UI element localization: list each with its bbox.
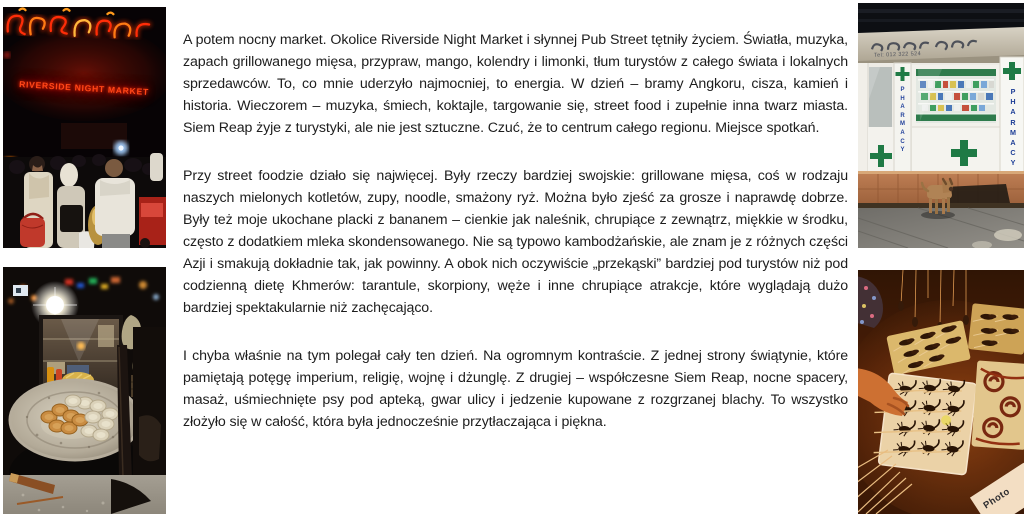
pharmacy-sign-left: PHARMACY bbox=[900, 87, 905, 154]
pharmacy-illustration bbox=[858, 3, 1024, 248]
photo-card-text: Photo bbox=[981, 486, 1013, 512]
photo-street-griddle bbox=[3, 267, 166, 514]
photo-pharmacy bbox=[858, 3, 1024, 248]
article-text bbox=[183, 29, 848, 459]
skewers-illustration bbox=[858, 270, 1024, 514]
paragraph-3: I chyba właśnie na tym polegał cały ten dzień. Na ogromnym kontraście. Z jednej strony świątynie, które pamiętają potęgę imperium, religię, wojnę i dżunglę. Z drugiej – współczesne Siem Reap, nocne spacery, masaż, uśmiechnięte psy pod apteką, gwar ulicy i jedzenie kupowane z rozgrzanej blachy. To wszystko złożyło się w całość, która była jednocześnie przytłaczająca i piękna. bbox=[183, 348, 848, 430]
photo-night-market bbox=[3, 7, 166, 248]
griddle-illustration bbox=[3, 267, 166, 514]
paragraph-1: A potem nocny market. Okolice Riverside Night Market i słynnej Pub Street tętniły życiem. Światła, muzyka, zapach grillowanego mięsa, przypraw, mango, kolendry i limonki, tłum turystów z całego świata i lokalnych sprzedawców. To, co mnie uderzyło najmocniej, to energia. W dzień – bramy Angkoru, cisza, kamień i historia. Wieczorem – muzyka, śmiech, koktajle, targowanie się, street food i zupełnie inna twarz miasta. Siem Reap żyje z turystyki, ale nie jest sztuczne. Czuć, że to centrum całego regionu. Miejsce spotkań. bbox=[183, 32, 848, 136]
photo-insect-skewers bbox=[858, 270, 1024, 514]
red-bag bbox=[20, 214, 45, 247]
neon-sign-text: RIVERSIDE NIGHT MARKET bbox=[18, 79, 150, 97]
pharmacy-awning-tel: Tel: 012 322 524 bbox=[873, 51, 922, 59]
paragraph-2: Przy street foodzie działo się najwięcej. Były rzeczy bardziej swojskie: grillowane mięsa, coś w rodzaju naszych mielonych kotletów, zupy, noodle, smażony ryż. Można było zjeść za grosze i naprawdę dobrze. Były też moje ukochane placki z bananem – cienkie jak naleśnik, chrupiące z zewnątrz, miękkie w środku, często z dodatkiem mleka skondensowanego. Nie są typowo kambodżańskie, ale znam je z różnych części Azji i smakują dokładnie tak, jak powinny. A obok nich oczywiście „przekąski” bardziej pod turystów niż pod codzienną dietę Khmerów: tarantule, skorpiony, węże i inne chrupiące atrakcje, które wyglądają dużo bardziej spektakularnie niż zachęcająco. bbox=[183, 168, 848, 316]
pharmacy-sign-right: PHARMACY bbox=[1010, 87, 1016, 168]
khmer-script-neon bbox=[3, 7, 155, 45]
